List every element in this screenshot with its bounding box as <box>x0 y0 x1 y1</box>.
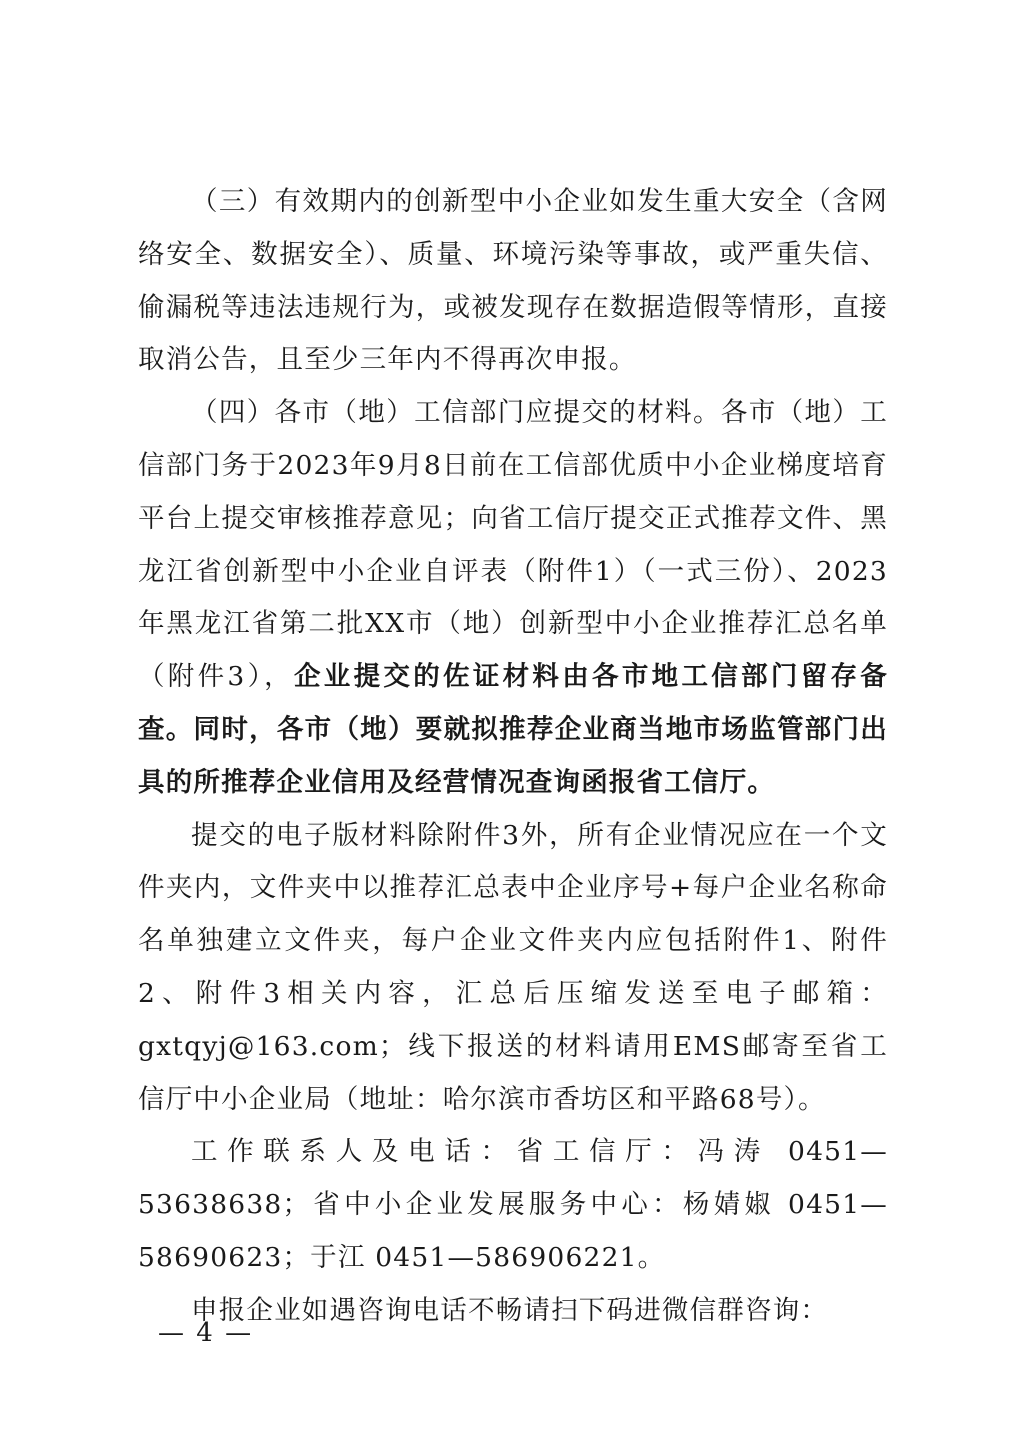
document-body <box>138 176 888 1338</box>
paragraph-contacts: 工作联系人及电话：省工信厅：冯涛 0451—53638638；省中小企业发展服务中心：杨婧婌 0451—58690623；于江 0451—586906221。 <box>138 1136 888 1273</box>
page-number: — 4 — <box>158 1318 254 1348</box>
paragraph-validity-revocation: （三）有效期内的创新型中小企业如发生重大安全（含网络安全、数据安全）、质量、环境污染等事故，或严重失信、偷漏税等违法违规行为，或被发现存在数据造假等情形，直接取消公告，且至少三年内不得再次申报。 <box>138 186 888 376</box>
paragraph-submission-materials <box>138 387 888 809</box>
paragraph-electronic-materials: 提交的电子版材料除附件3外，所有企业情况应在一个文件夹内，文件夹中以推荐汇总表中企业序号+每户企业名称命名单独建立文件夹，每户企业文件夹内应包括附件1、附件2、附件3相关内容，汇总后压缩发送至电子邮箱：gxtqyj@163.com；线下报送的材料请用EMS邮寄至省工信厅中小企业局（地址：哈尔滨市香坊区和平路68号）。 <box>138 819 888 1115</box>
submission-materials-text: （四）各市（地）工信部门应提交的材料。各市（地）工信部门务于2023年9月8日前在工信部优质中小企业梯度培育平台上提交审核推荐意见；向省工信厅提交正式推荐文件、黑龙江省创新型中小企业自评表（附件1）（一式三份）、2023年黑龙江省第二批XX市（地）创新型中小企业推荐汇总名单（附件3）， <box>138 397 888 693</box>
submission-materials-bold-text: 企业提交的佐证材料由各市地工信部门留存备查。同时，各市（地）要就拟推荐企业商当地市场监管部门出具的所推荐企业信用及经营情况查询函报省工信厅。 <box>138 661 889 798</box>
paragraph-wechat-consultation: 申报企业如遇咨询电话不畅请扫下码进微信群咨询： <box>191 1294 829 1326</box>
